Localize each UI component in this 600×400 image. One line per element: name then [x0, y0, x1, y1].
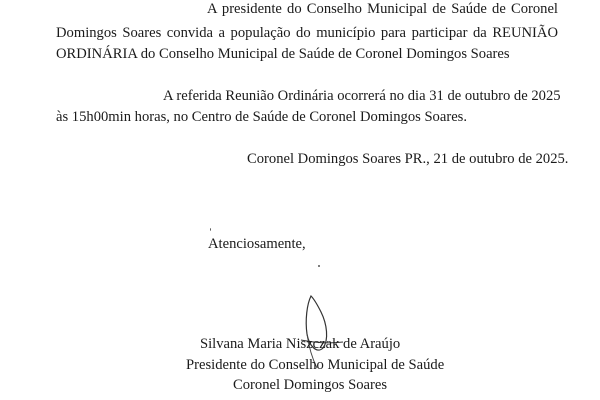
paragraph-1-line-1: A presidente do Conselho Municipal de Saúde de Coronel — [207, 1, 558, 17]
place-date: Coronel Domingos Soares PR., 21 de outubro de 2025. — [247, 151, 569, 167]
paragraph-1-line-3: ORDINÁRIA do Conselho Municipal de Saúde de Coronel Domingos Soares — [56, 46, 510, 62]
scan-speck — [210, 228, 211, 231]
closing-salutation: Atenciosamente, — [208, 236, 306, 252]
signatory-name: Silvana Maria Niszczak de Araújo — [200, 336, 401, 352]
paragraph-1-line-2: Domingos Soares convida a população do município para participar da REUNIÃO — [56, 25, 558, 41]
signatory-title: Presidente do Conselho Municipal de Saúde — [186, 357, 445, 373]
paragraph-2-line-2: às 15h00min horas, no Centro de Saúde de Coronel Domingos Soares. — [56, 109, 467, 125]
signatory-location: Coronel Domingos Soares — [233, 377, 388, 393]
scan-speck — [318, 265, 320, 267]
paragraph-2-line-1: A referida Reunião Ordinária ocorrerá no dia 31 de outubro de 2025 — [163, 88, 561, 104]
